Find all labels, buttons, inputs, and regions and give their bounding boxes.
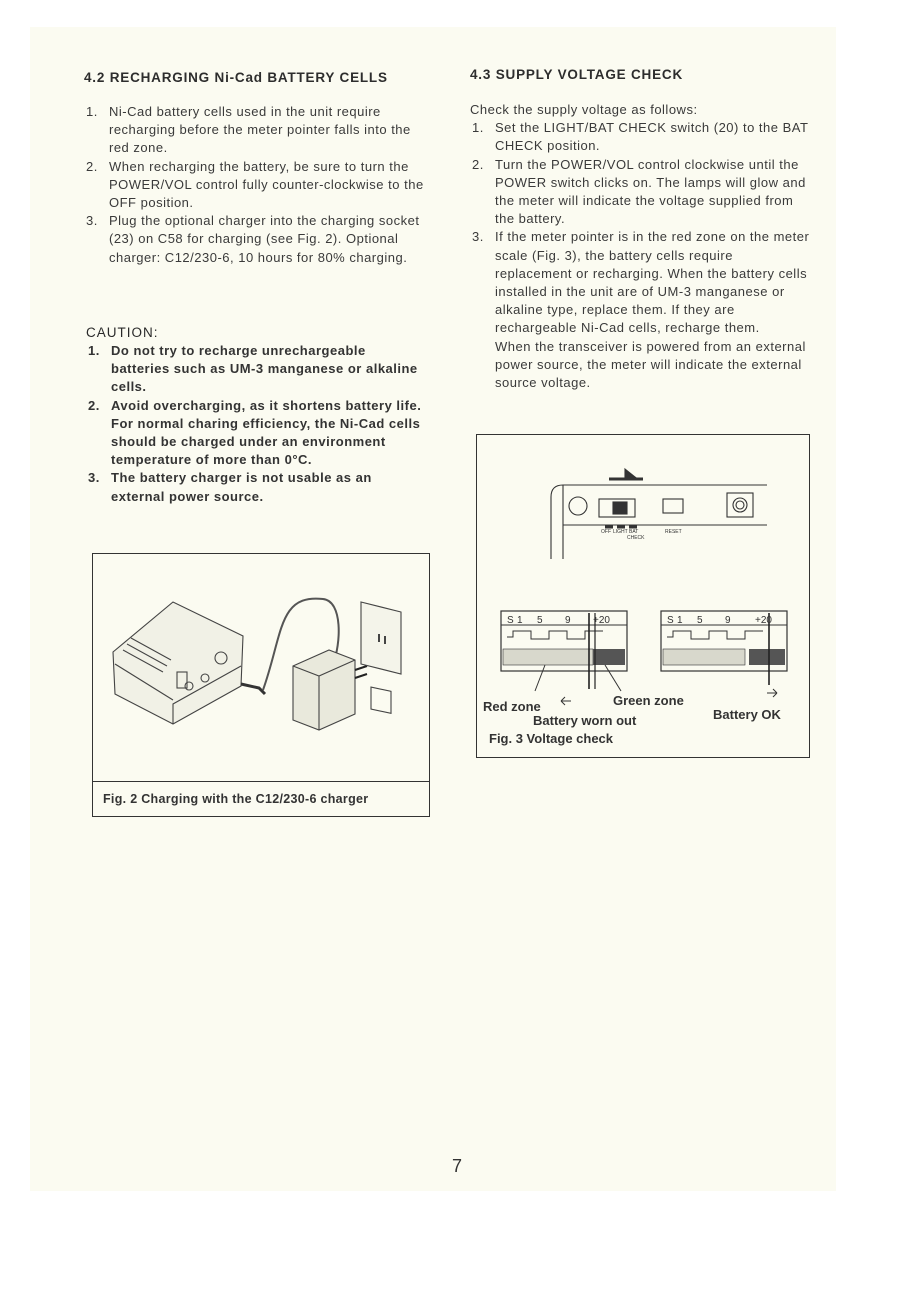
section-4-3 <box>470 67 810 392</box>
caution-list <box>86 342 426 506</box>
charger-drawing <box>293 650 367 730</box>
list-item: 1. Set the LIGHT/BAT CHECK switch (20) to the BAT CHECK position. <box>472 120 809 154</box>
battery-worn-out-label: Battery worn out <box>533 713 637 728</box>
label-check: CHECK <box>627 535 645 541</box>
scale-label-1: 1 <box>517 615 523 626</box>
voltage-check-diagram <box>477 435 809 757</box>
page-number: 7 <box>452 1156 463 1176</box>
figure-3 <box>476 434 810 758</box>
list-item: 3. The battery charger is not usable as an external power source. <box>88 470 372 504</box>
scale-label-s: S <box>507 615 514 626</box>
list-item: 3. Plug the optional charger into the charging socket (23) on C58 for charging (see Fig. 2). Optional charger: C12/230-6, 10 hours for 80% charging. <box>86 213 420 265</box>
list-item: 1. Do not try to recharge unrechargeable batteries such as UM-3 manganese or alkaline cells. <box>88 343 418 395</box>
list-item: 2. Avoid overcharging, as it shortens battery life. For normal charing efficiency, the Ni-Cad cells should be charged under an environment temperature of more than 0°C. <box>88 397 422 468</box>
section-4-3-intro: Check the supply voltage as follows: <box>470 102 698 117</box>
figure-2-caption: Fig. 2 Charging with the C12/230-6 charger <box>103 792 369 806</box>
list-item: 3. If the meter pointer is in the red zone on the meter scale (Fig. 3), the battery cells require replacement or recharging. When the battery cells installed in the unit are of UM-3 manganese or alkaline type, replace them. If they are rechargeable Ni-Cad cells, recharge them. When the transceiver is powered from an external power source, the meter will indicate the external source voltage. <box>472 229 810 391</box>
control-panel-drawing <box>551 469 767 559</box>
scale-label-1-ok: 1 <box>677 615 683 626</box>
charger-illustration <box>93 554 429 780</box>
scale-label-plus20-ok: +20 <box>755 615 772 626</box>
scale-label-s-ok: S <box>667 615 674 626</box>
list-item: 2. Turn the POWER/VOL control clockwise until the POWER switch clicks on. The lamps will glow and the meter will indicate the voltage supplied from the battery. <box>472 156 806 227</box>
label-reset: RESET <box>665 529 682 535</box>
green-zone-label: Green zone <box>613 693 684 708</box>
arrow-right-icon <box>767 689 777 697</box>
scale-label-9-ok: 9 <box>725 615 731 626</box>
scale-label-5-ok: 5 <box>697 615 703 626</box>
list-item: 1. Ni-Cad battery cells used in the unit require recharging before the meter pointer falls into the red zone. <box>86 104 411 156</box>
caption-divider <box>93 781 429 782</box>
scale-label-5: 5 <box>537 615 543 626</box>
section-4-3-title: 4.3 SUPPLY VOLTAGE CHECK <box>470 67 683 82</box>
scale-label-plus20: +20 <box>593 615 610 626</box>
voltage-check-steps <box>470 119 810 392</box>
recharging-steps <box>84 103 424 267</box>
transceiver-drawing <box>113 602 243 724</box>
scale-label-9: 9 <box>565 615 571 626</box>
battery-ok-label: Battery OK <box>713 707 781 722</box>
caution-title: CAUTION: <box>86 325 159 340</box>
label-bat: BAT <box>629 529 639 535</box>
list-item: 2. When recharging the battery, be sure to turn the POWER/VOL control fully counter-clockwise to the OFF position. <box>86 158 424 211</box>
plug-drawing <box>241 684 265 694</box>
caution-block <box>86 325 426 506</box>
wall-outlet-drawing <box>361 602 401 713</box>
label-off: OFF <box>601 529 611 535</box>
figure-2 <box>92 553 430 817</box>
figure-3-caption: Fig. 3 Voltage check <box>489 731 614 746</box>
label-light: LIGHT <box>613 529 628 535</box>
arrow-left-icon <box>561 697 571 705</box>
red-zone-label: Red zone <box>483 699 541 714</box>
section-4-2-title: 4.2 RECHARGING Ni-Cad BATTERY CELLS <box>84 70 388 85</box>
section-4-2 <box>84 70 424 267</box>
